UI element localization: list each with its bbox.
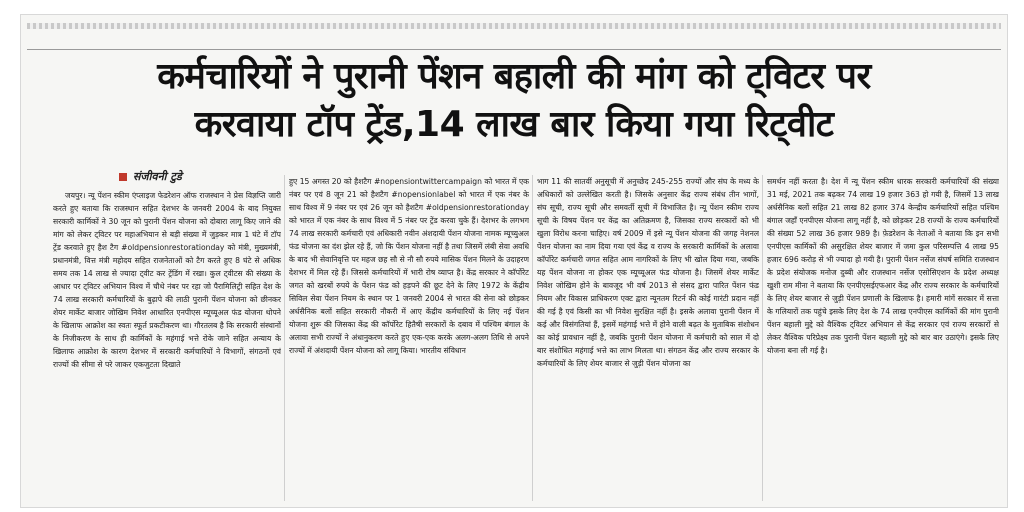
- column-1-text: जयपुर। न्यू पेंशन स्कीम एंप्लाइज फेडरेशन ऑफ राजस्थान ने प्रेस विज्ञप्ति जारी करते हुए बताया कि राजस्थान सहित देशभर के जनवरी 2004 के बाद नियुक्त सरकारी कार्मिकों ने 30 जून को पुरानी पेंशन योजना को दोबारा लागू किए जाने की मांग को लेकर ट्विटर पर महाअभियान से बड़ी संख्या में जुड़कर मात्र 1 घंटे में टॉप ट्रेंड करवाते हुए हैश टैग #oldpensionrestorationday को मंत्री, मुख्यमंत्री, प्रधानमंत्री, वित्त मंत्री महोदय सहित राजनेताओं को टैग करते हुए 8 घंटे से अधिक समय तक 14 लाख से ज्यादा ट्वीट कर ट्रेंडिंग में रखा। कुल ट्वीटस की संख्या के आधार पर ट्विटर अभियान विश्व में चौथे नंबर पर रहा जो पैरामिलिट्री सहित देश के 74 लाख सरकारी कर्मचारियों के बुढ़ापे की लाठी पुरानी पेंशन योजना को छीनकर शेयर मार्केट बाजार जोखिम निवेश आधारित एनपीएस म्यूच्यूअल फंड योजना थोपने के खिलाफ आक्रोश का स्वतः स्फूर्त प्रकटीकरण था। गौरतलब है कि सरकारी संस्थानों के निजीकरण के साथ ही कार्मिकों के महंगाई भत्ते रोके जाने सहित अन्याय के खिलाफ आक्रोश के कारण देशभर में सरकारी कर्मचारियों ने विभागों, संगठनों एवं राज्यों की सीमा से परे जाकर एकजुटता दिखाते: [53, 191, 281, 369]
- column-divider: [284, 175, 285, 501]
- headline-line-2: करवाया टॉप ट्रेंड,14 लाख बार किया गया रिट्वीट: [194, 104, 834, 145]
- top-decorative-rule: [27, 23, 1001, 29]
- column-divider: [762, 175, 763, 501]
- article-column-1: [53, 189, 281, 501]
- column-3-text: भाग 11 की सातवीं अनुसूची में अनुच्छेद 245-255 राज्यों और संघ के मध्य के अधिकारों को उल्लेखित करती है। जिसके अनुसार केंद्र राज्य संबंध तीन भागों, संघ सूची, राज्य सूची और समवर्ती सूची में विभाजित है। न्यू पेंशन स्कीम राज्य सूची के विषय पेंशन पर केंद्र का अतिक्रमण है, जिसका राज्य सरकारों को भी खुला विरोध करना चाहिए। वर्ष 2009 में इसे न्यू पेंशन योजना की जगह नेशनल पेंशन योजना का नाम दिया गया एवं केंद्र व राज्य के सरकारी कार्मिकों के अलावा कॉर्पोरेट कर्मचारी जगत सहित आम नागरिकों के लिए भी खोल दिया गया, जबकि यह पेंशन योजना ना होकर एक म्यूच्यूअल फंड योजना है। जिसमें शेयर मार्केट निवेश जोखिम होने के बावजूद भी वर्ष 2013 से संसद द्वारा पारित पेंशन फंड नियम और विकास प्राधिकरण एक्ट द्वारा न्यूनतम रिटर्न की कोई गारंटी प्रदान नहीं की गई है एवं किसी का भी निवेश सुरक्षित नहीं है। इसके अलावा पुरानी पेंशन में कई और विसंगतियां हैं, इसमें महंगाई भत्ते में होने वाली बढ़त के मुताबिक संशोधन का कोई प्रावधान नहीं है, जबकि पुरानी पेंशन योजना में कर्मचारी को साल में दो बार संशोधित महंगाई भत्ते का लाभ मिलता था। संगठन केंद्र और राज्य सरकार के कर्मचारियों के लिए शेयर बाजार से जुड़ी पेंशन योजना का: [537, 177, 759, 368]
- newspaper-clipping: [20, 14, 1008, 508]
- column-divider: [532, 175, 533, 501]
- column-4-text: समर्थन नहीं करता है। देश में न्यू पेंशन स्कीम धारक सरकारी कर्मचारियों की संख्या 31 मई, 2021 तक बढ़कर 74 लाख 19 हजार 363 हो गयी है, जिसमें 13 लाख अर्धसैनिक बलों सहित 21 लाख 82 हजार 374 केन्द्रीय कर्मचारियों सहित पश्चिम बंगाल जहाँ एनपीएस योजना लागू नहीं है, को छोड़कर 28 राज्यों के राज्य कर्मचारियों की संख्या 52 लाख 36 हजार 989 है। फ़ेडरेशन के नेताओं ने बताया कि इन सभी एनपीएस कार्मिकों की असुरक्षित शेयर बाजार में जमा कुल परिसम्पत्ति 4 लाख 95 हजार 696 करोड़ से भी ज्यादा हो गयी है। पुरानी पेंशन नर्सेज संघर्ष समिति राजस्थान के प्रदेश संयोजक मनोज दुब्बी और राजस्थान नर्सेज एसोसिएशन के प्रदेश अध्यक्ष खुशी राम मीना ने बताया कि एनपीएसईएफआर केंद्र और राज्य सरकार के कर्मचारियों के लिए शेयर बाजार से जुड़ी पेंशन प्रणाली के खिलाफ है। हमारी मांगें सरकार में सत्ता के गलियारों तक पहुंचे इसके लिए देश के 74 लाख एनपीएस कार्मिकों की मांग पुरानी पेंशन बहाली मुद्दे को वैश्विक ट्विटर अभियान से केंद्र सरकार एवं राज्य सरकारों से लेकर वैश्विक परिप्रेक्ष्य तक पुरानी पेंशन बहाली मुद्दे को बार बार उठाएंगे। इसके लिए योजना बना ली गई है।: [767, 177, 999, 355]
- top-thin-rule: [27, 49, 1001, 50]
- byline: [119, 169, 182, 184]
- byline-text: संजीवनी टुडे: [133, 170, 182, 183]
- article-column-3: [537, 175, 759, 501]
- headline-line-1: कर्मचारियों ने पुरानी पेंशन बहाली की मांग को ट्विटर पर: [157, 56, 871, 97]
- article-column-4: [767, 175, 999, 501]
- article-column-2: [289, 175, 529, 501]
- byline-marker-icon: [119, 173, 127, 181]
- column-2-text: हुए 15 अगस्त 20 को हैशटैग #nopensiontwittercampaign को भारत में एक नंबर पर एवं 8 जून 21 को हैशटैग #nopensionlabel को भारत में एक नंबर के साथ विश्व में 9 नंबर पर एवं 26 जून को हैशटैग #oldpensionrestorationday को भारत में एक नंबर के साथ विश्व में 5 नंबर पर ट्रेंड करवा चुके हैं। देशभर के लगभग 74 लाख सरकारी कर्मचारी एवं अधिकारी नवीन अंशदायी पेंशन योजना नामक म्यूच्युअल फंड योजना का दंश झेल रहे हैं, जो कि पेंशन योजना नहीं है तथा जिसमें लंबी सेवा अवधि के बाद भी सेवानिवृत्ति पर महज छह सौ से नौ सौ रुपये मासिक पेंशन मिलने के उदाहरण देशभर में मिल रहे हैं। जिससे कर्मचारियों में भारी रोष व्याप्त है। केंद्र सरकार ने कॉर्पोरेट जगत को खरबों रुपये के पेंशन फंड को हड़पने की छूट देने के लिए 1972 के केंद्रीय सिविल सेवा पेंशन नियम के स्थान पर 1 जनवरी 2004 से भारत की सेना को छोड़कर अर्धसैनिक बलों सहित सरकारी नौकरी में आए केंद्रीय कर्मचारियों के लिए नई पेंशन योजना शुरू की जिसका केंद्र की कॉर्पोरेट हितैषी सरकारों के दबाव में पश्चिम बंगाल के अलावा सभी राज्यों ने अंधानुकरण करते हुए एक-एक करके अलग-अलग तिथि से अपने राज्यों में अंशदायी पेंशन योजना को लागू किया। भारतीय संविधान: [289, 177, 529, 355]
